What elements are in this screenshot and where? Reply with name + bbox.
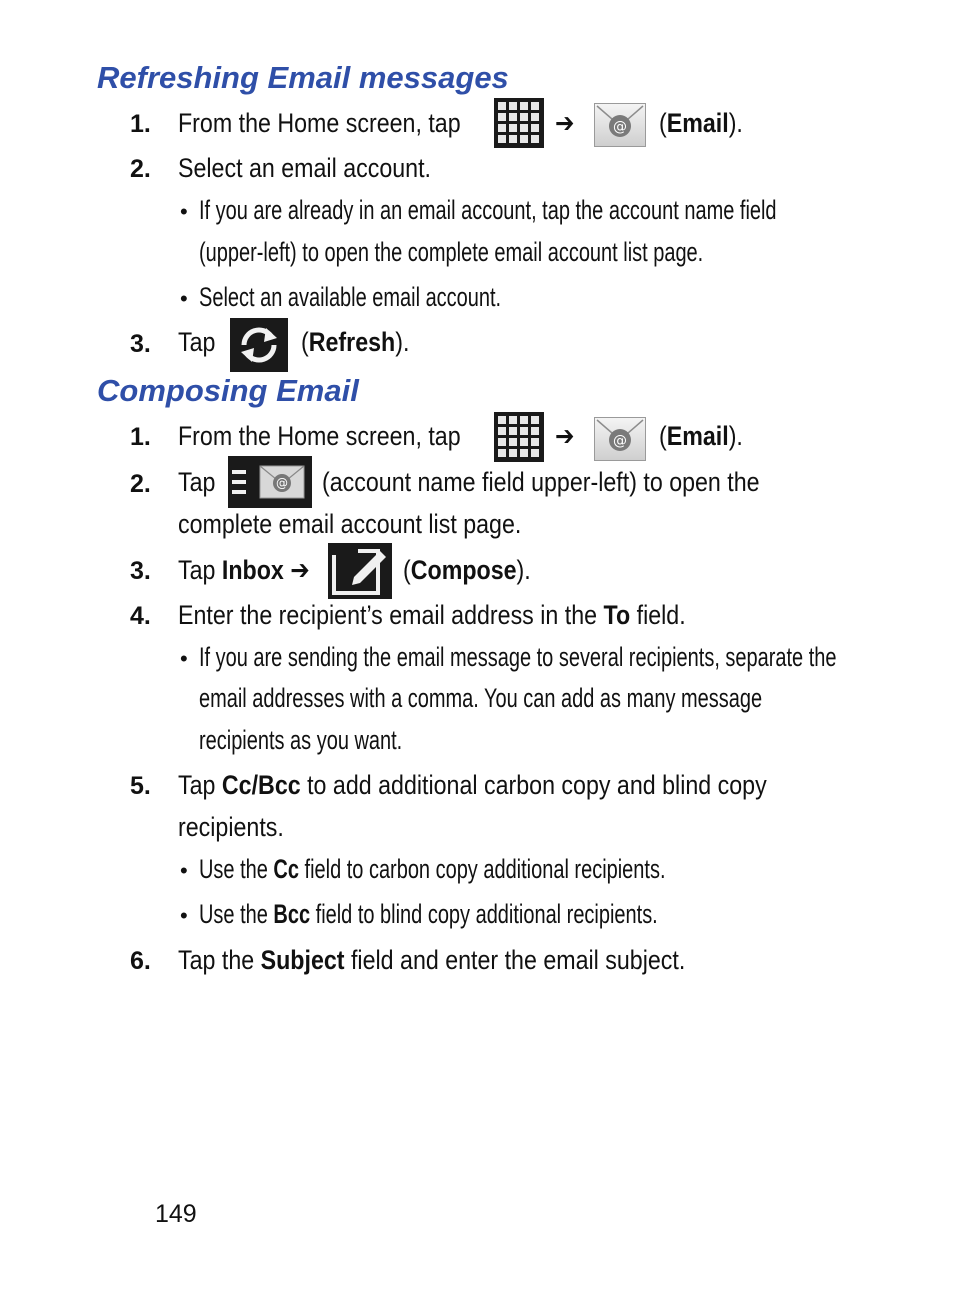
bullet: •	[180, 646, 188, 671]
step-text: From the Home screen, tap	[178, 421, 461, 451]
step-text-compose: (Compose).	[403, 555, 531, 585]
step-number: 5.	[130, 772, 151, 800]
step-number: 4.	[130, 602, 151, 630]
bullet: •	[180, 286, 188, 311]
svg-text:@: @	[613, 433, 627, 449]
step-number: 2.	[130, 155, 151, 183]
step-text-subject: Tap the Subject field and enter the email subject.	[178, 945, 686, 975]
email-icon	[594, 417, 646, 461]
section-heading-composing: Composing Email	[97, 373, 359, 408]
compose-icon	[328, 543, 392, 599]
step-text-email: (Email).	[659, 108, 743, 138]
step-text: recipients.	[178, 812, 284, 842]
svg-text:@: @	[613, 119, 627, 135]
apps-grid-icon	[494, 98, 544, 148]
bullet: •	[180, 858, 188, 883]
step-number: 2.	[130, 470, 151, 498]
page-number: 149	[155, 1200, 197, 1228]
step-text: Tap	[178, 327, 216, 357]
bullet: •	[180, 199, 188, 224]
arrow-icon: ➔	[555, 421, 575, 451]
section-heading-refreshing: Refreshing Email messages	[97, 60, 509, 95]
apps-grid-icon	[494, 412, 544, 462]
svg-text:@: @	[276, 476, 288, 490]
bullet-text: Select an available email account.	[199, 282, 502, 312]
email-icon	[594, 103, 646, 147]
bullet-text-cc: Use the Cc field to carbon copy additional recipients.	[199, 854, 666, 884]
bullet: •	[180, 903, 188, 928]
bullet-text: If you are already in an email account, tap the account name field	[199, 195, 777, 225]
bullet-text: recipients as you want.	[199, 725, 403, 755]
bullet-text-bcc: Use the Bcc field to blind copy additional recipients.	[199, 899, 658, 929]
step-text-email: (Email).	[659, 421, 743, 451]
step-text: Tap	[178, 467, 216, 497]
step-text-inbox: Tap Inbox ➔	[178, 555, 310, 585]
arrow-icon: ➔	[555, 108, 575, 138]
step-text: complete email account list page.	[178, 509, 522, 539]
bullet-text: (upper-left) to open the complete email account list page.	[199, 237, 704, 267]
step-number: 3.	[130, 557, 151, 585]
step-text: From the Home screen, tap	[178, 108, 461, 138]
account-name-icon	[228, 456, 312, 508]
step-number: 6.	[130, 947, 151, 975]
bullet-text: email addresses with a comma. You can add as many message	[199, 683, 763, 713]
step-number: 1.	[130, 423, 151, 451]
step-text: (account name field upper-left) to open the	[322, 467, 760, 497]
step-text-refresh: (Refresh).	[301, 327, 410, 357]
step-text: Select an email account.	[178, 153, 431, 183]
bullet-text: If you are sending the email message to several recipients, separate the	[199, 642, 837, 672]
step-number: 1.	[130, 110, 151, 138]
refresh-icon	[230, 318, 288, 372]
step-text-to: Enter the recipient’s email address in the To field.	[178, 600, 686, 630]
step-number: 3.	[130, 330, 151, 358]
step-text-ccbcc: Tap Cc/Bcc to add additional carbon copy and blind copy	[178, 770, 767, 800]
